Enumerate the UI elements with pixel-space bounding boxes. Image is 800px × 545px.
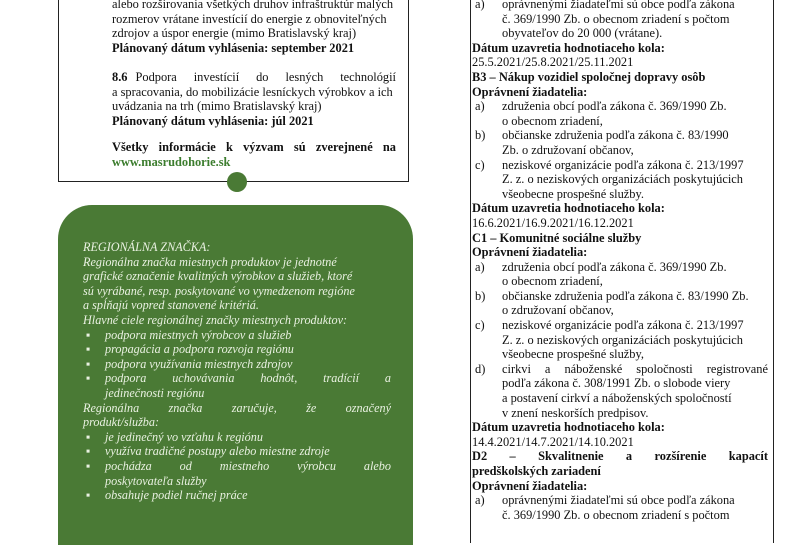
list-item xyxy=(472,362,768,420)
text-line: Z. z. o neziskových organizáciách poskytujúcich xyxy=(502,172,743,187)
goals-list xyxy=(83,328,391,401)
list-item xyxy=(472,289,768,318)
deadline-value: 14.4.2021/14.7.2021/14.10.2021 xyxy=(472,434,634,449)
goals-heading: Hlavné ciele regionálnej značky miestnych produktov: xyxy=(83,312,348,327)
text-line: uvádzania na trh (mimo Bratislavský kraj) xyxy=(112,99,322,114)
list-item xyxy=(472,158,768,202)
guarantee-text: produkt/služba: xyxy=(83,415,160,430)
text-line: všeobecne prospešné služby, xyxy=(502,347,644,362)
text-line: združenia obcí podľa zákona č. 369/1990 Zb. xyxy=(502,99,727,114)
text-line: a spĺňajú vopred stanovené kritériá. xyxy=(83,298,259,313)
info-paragraph xyxy=(112,140,396,169)
text-line: Regionálna značka miestnych produktov je jednotné xyxy=(83,254,337,269)
text-line: neziskové organizácie podľa zákona č. 213/1997 xyxy=(502,318,744,333)
guarantee-text: Regionálna značka zaručuje, že označený xyxy=(83,400,391,415)
text-line: občianske združenia podľa zákona č. 83/1990 xyxy=(502,128,729,143)
panel-title: REGIONÁLNA ZNAČKA: xyxy=(83,240,211,254)
section-title: D2 – Skvalitnenie a rozšírenie kapacít xyxy=(472,449,768,464)
info-text: Všetky informácie k výzvam sú zverejnené na xyxy=(112,140,396,154)
text-line: č. 369/1990 Zb. o obecnom zriadení s počtom xyxy=(502,507,730,522)
section-title: C1 – Komunitné sociálne služby xyxy=(472,230,642,245)
text-line: podľa zákona č. 308/1991 Zb. o slobode viery xyxy=(502,376,731,391)
deadline-label: Dátum uzavretia hodnotiaceho kola: xyxy=(472,40,665,55)
section-title: predškolských zariadení xyxy=(472,464,601,478)
list-item: ▪ využíva tradičné postupy alebo miestne zdroje xyxy=(83,444,391,459)
decorative-dot xyxy=(227,172,247,192)
text-line: o združovaní občanov, xyxy=(502,303,614,318)
item-marker: c) xyxy=(475,318,485,333)
regional-brand-panel xyxy=(58,205,413,545)
text-line: oprávnenými žiadateľmi sú obce podľa zákona xyxy=(502,493,735,508)
text-line: a spracovania, do mobilizácie lesníckych výrobkov a ich xyxy=(112,84,393,99)
section-title: B3 – Nákup vozidiel spoločnej dopravy osôb xyxy=(472,69,706,84)
measure-number: 8.6 xyxy=(112,70,128,84)
list-item xyxy=(83,371,391,400)
item-marker: a) xyxy=(475,493,485,508)
text-line: neziskové organizácie podľa zákona č. 213/1997 xyxy=(502,157,744,172)
item-marker: a) xyxy=(475,0,485,11)
item-marker: b) xyxy=(475,288,486,303)
text-line: o obecnom zriadení, xyxy=(502,113,603,128)
deadline-label: Dátum uzavretia hodnotiaceho kola: xyxy=(472,420,665,435)
list-item xyxy=(472,0,768,41)
text-line: občianske združenia podľa zákona č. 83/1990 Zb. xyxy=(502,288,749,303)
applicants-heading: Oprávnení žiadatelia: xyxy=(472,245,588,260)
list-item xyxy=(472,493,768,522)
list-item xyxy=(472,260,768,289)
text-line: všeobecne prospešné služby. xyxy=(502,186,644,201)
text-line: poskytovateľa služby xyxy=(105,473,207,488)
text-line: grafické označenie kvalitných výrobkov a služieb, ktoré xyxy=(83,269,353,284)
text-line: zdrojov a úspor energie (mimo Bratislavský kraj) xyxy=(112,26,357,41)
item-marker: a) xyxy=(475,259,485,274)
text-line: Zb. o združovaní občanov, xyxy=(502,142,634,157)
applicants-heading: Oprávnení žiadatelia: xyxy=(472,478,588,493)
text-line: Z. z. o neziskových organizáciách poskytujúcich xyxy=(502,332,743,347)
list-item: ▪ podpora využívania miestnych zdrojov xyxy=(83,357,391,372)
list-item: ▪ podpora miestnych výrobcov a služieb xyxy=(83,328,391,343)
measure-8-6 xyxy=(112,70,396,128)
item-marker: c) xyxy=(475,157,485,172)
item-marker: d) xyxy=(475,361,486,376)
list-item: ▪ obsahuje podiel ručnej práce xyxy=(83,488,391,503)
text-line: sú vyrábané, resp. poskytované vo vymedzenom regióne xyxy=(83,283,355,298)
list-item xyxy=(83,459,391,488)
text-line: oprávnenými žiadateľmi sú obce podľa zákona xyxy=(502,0,735,11)
item-marker: a) xyxy=(475,99,485,114)
text-line: o obecnom zriadení, xyxy=(502,274,603,289)
guarantees-list xyxy=(83,430,391,503)
right-column-content xyxy=(472,0,768,522)
text-line: združenia obcí podľa zákona č. 369/1990 Zb. xyxy=(502,259,727,274)
text-line: č. 369/1990 Zb. o obecnom zriadení s počtom xyxy=(502,11,730,26)
text-line: ▪ pochádza od miestneho výrobcu alebo xyxy=(105,458,391,473)
text-line: Podpora investícií do lesných technológií xyxy=(135,70,396,84)
text-line: v znení neskorších predpisov. xyxy=(502,405,649,420)
list-item xyxy=(472,128,768,157)
text-line: cirkvi a náboženské spoločnosti registrované xyxy=(502,361,768,376)
applicants-heading: Oprávnení žiadatelia: xyxy=(472,84,588,99)
planned-date: Plánovaný dátum vyhlásenia: júl 2021 xyxy=(112,113,314,128)
list-item: ▪ je jedinečný vo vzťahu k regiónu xyxy=(83,430,391,445)
item-marker: b) xyxy=(475,128,486,143)
text-line: obyvateľov do 20 000 (vrátane). xyxy=(502,26,663,41)
text-line: ▪ podpora uchovávania hodnôt, tradícií a xyxy=(105,371,391,386)
text-line: alebo rozširovania všetkých druhov infraštruktúr malých xyxy=(112,0,394,11)
list-item: ▪ propagácia a podpora rozvoja regiónu xyxy=(83,342,391,357)
website-link[interactable]: www.masrudohorie.sk xyxy=(112,154,231,169)
list-item xyxy=(472,99,768,128)
text-line: a postavení cirkví a náboženských spoločností xyxy=(502,391,732,406)
text-line: rozmerov vrátane investícií do energie z obnoviteľných xyxy=(112,11,387,26)
planned-date: Plánovaný dátum vyhlásenia: september 2021 xyxy=(112,40,355,55)
deadline-value: 16.6.2021/16.9.2021/16.12.2021 xyxy=(472,215,634,230)
intro-paragraph xyxy=(112,0,396,55)
deadline-label: Dátum uzavretia hodnotiaceho kola: xyxy=(472,201,665,216)
deadline-value: 25.5.2021/25.8.2021/25.11.2021 xyxy=(472,55,634,70)
list-item xyxy=(472,318,768,362)
text-line: jedinečnosti regiónu xyxy=(105,385,205,400)
